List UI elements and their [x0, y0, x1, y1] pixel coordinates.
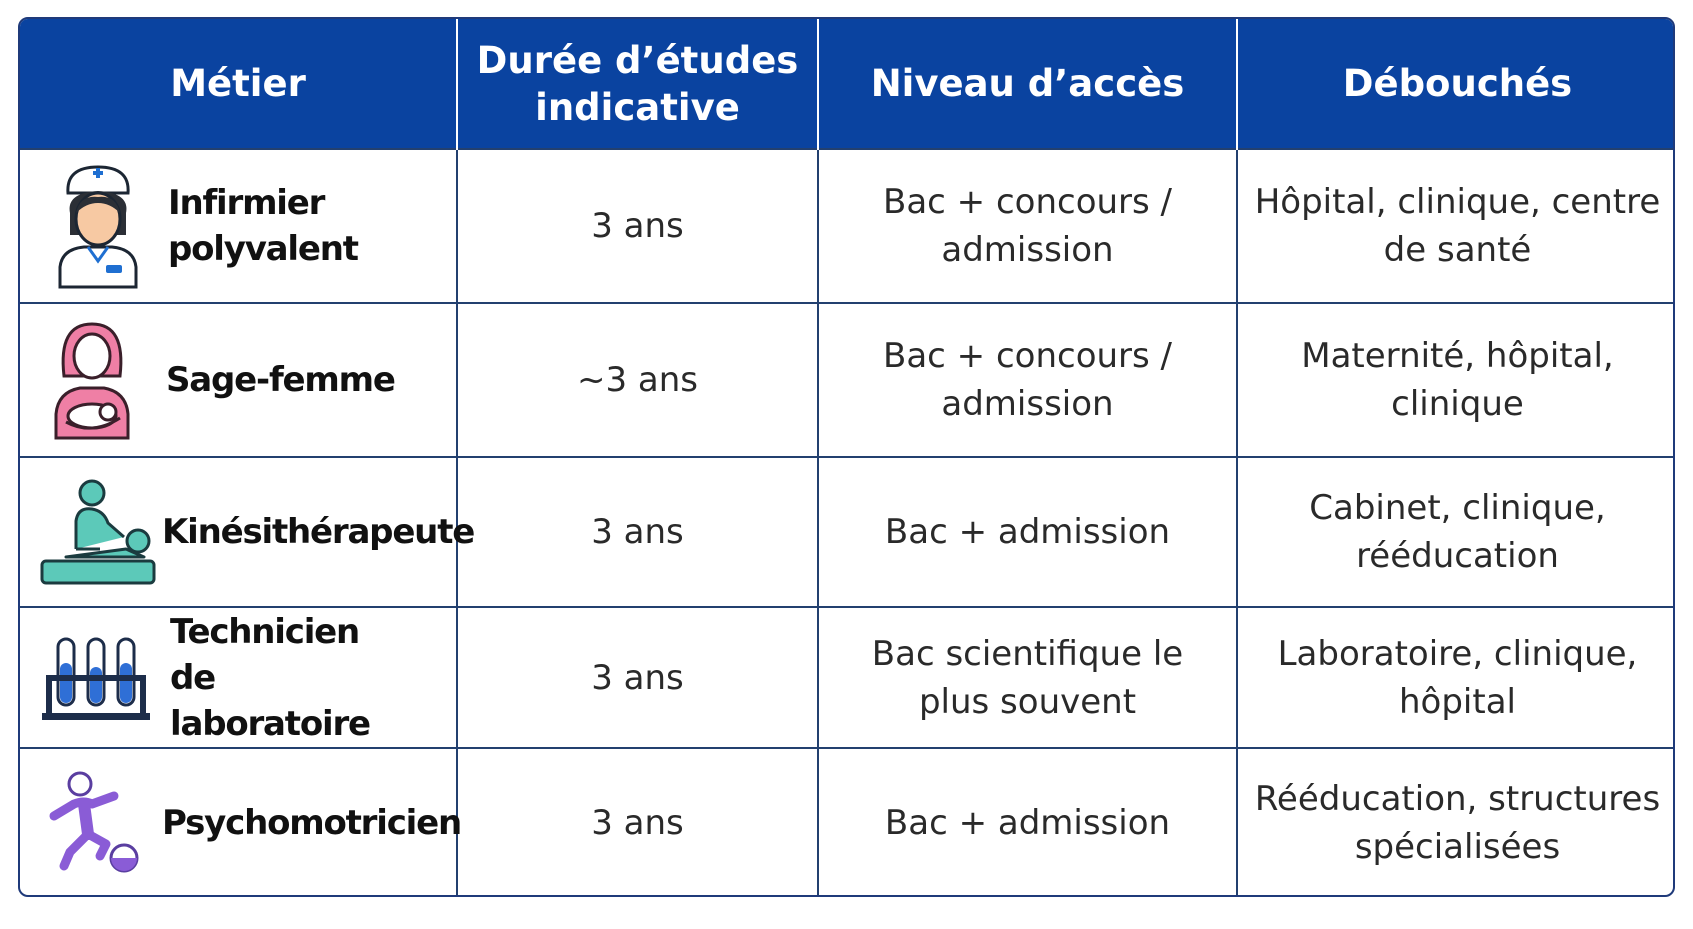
jobs-table-container: [18, 17, 1675, 897]
test-tubes-icon: [40, 633, 152, 723]
cell-duree: ~3 ans: [457, 303, 818, 457]
cell-metier: [20, 457, 475, 607]
jobs-table: [20, 19, 1675, 897]
cell-duree: 3 ans: [457, 149, 818, 303]
cell-debouches: Laboratoire, clinique, hôpital: [1237, 607, 1675, 748]
cell-duree: 3 ans: [457, 748, 818, 897]
header-metier: Métier: [20, 19, 457, 149]
table-row: [20, 457, 1675, 607]
nurse-icon: [50, 163, 146, 289]
midwife-icon: [50, 318, 134, 442]
cell-metier: [20, 748, 461, 897]
job-name: Psychomotricien: [162, 803, 461, 843]
job-name: Kinésithérapeute: [162, 512, 475, 552]
cell-debouches: Rééducation, structures spécialisées: [1237, 748, 1675, 897]
table-row: [20, 748, 1675, 897]
cell-duree: 3 ans: [457, 607, 818, 748]
cell-niveau: Bac + admission: [818, 748, 1237, 897]
cell-niveau: Bac + concours / admission: [818, 303, 1237, 457]
job-name: Sage-femme: [166, 360, 395, 400]
cell-debouches: Cabinet, clinique, rééducation: [1237, 457, 1675, 607]
job-name: Technicien de laboratoire: [170, 611, 370, 744]
header-duree: Durée d’études indicative: [457, 19, 818, 149]
header-row: [20, 19, 1675, 149]
table-row: [20, 303, 1675, 457]
cell-metier: [20, 303, 457, 457]
header-debouches: Débouchés: [1237, 19, 1675, 149]
physiotherapist-icon: [40, 477, 156, 587]
cell-niveau: Bac scientifique le plus souvent: [818, 607, 1237, 748]
psychomotor-icon: [44, 770, 142, 876]
cell-metier: [20, 149, 457, 303]
cell-niveau: Bac + admission: [818, 457, 1237, 607]
cell-debouches: Maternité, hôpital, clinique: [1237, 303, 1675, 457]
header-niveau: Niveau d’accès: [818, 19, 1237, 149]
job-name: Infirmier polyvalent: [168, 183, 358, 269]
table-row: [20, 149, 1675, 303]
cell-niveau: Bac + concours / admission: [818, 149, 1237, 303]
table-row: [20, 607, 1675, 748]
cell-metier: [20, 607, 457, 748]
cell-debouches: Hôpital, clinique, centre de santé: [1237, 149, 1675, 303]
cell-duree: 3 ans: [457, 457, 818, 607]
